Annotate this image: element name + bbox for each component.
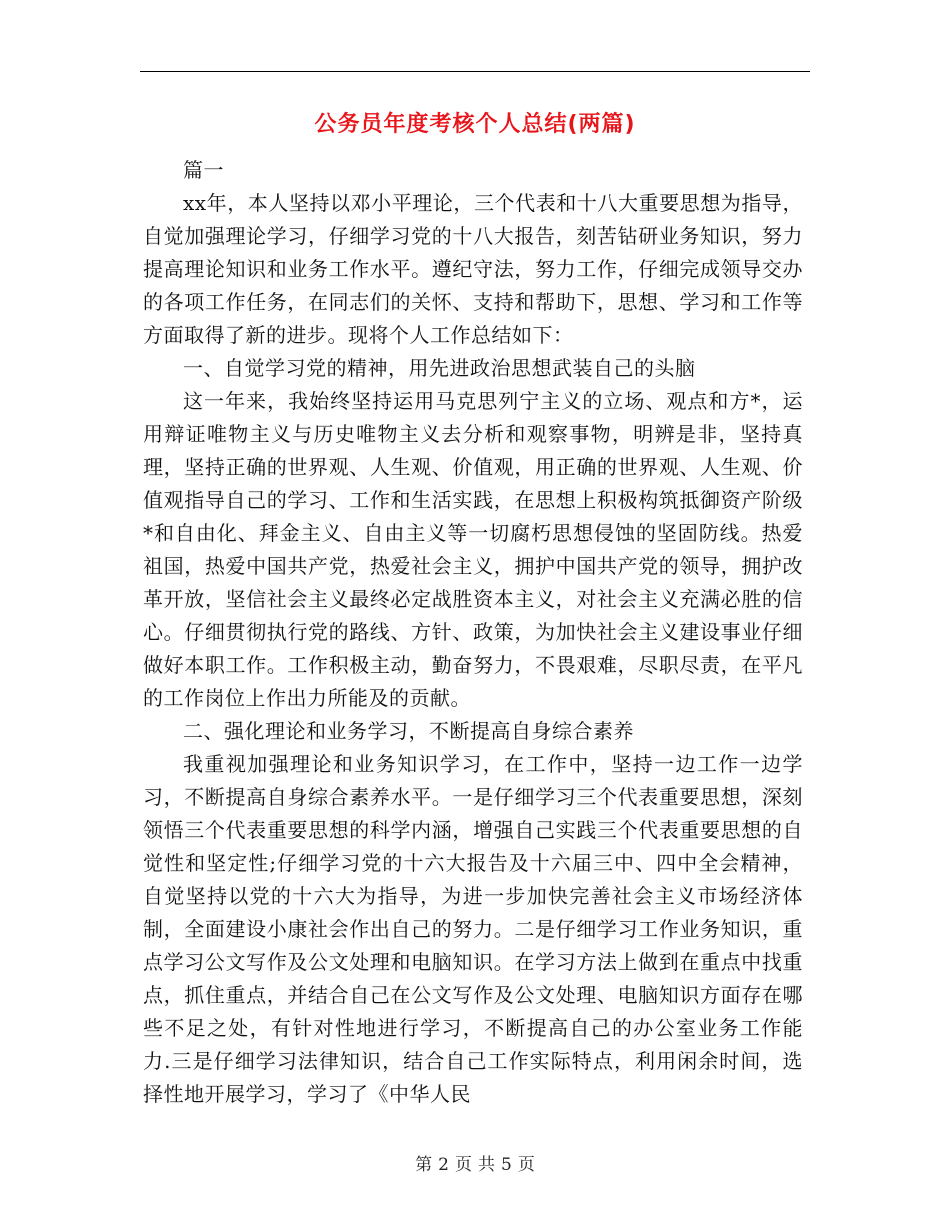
- footer-page-word: 页: [455, 1155, 472, 1175]
- section-label: 篇一: [183, 158, 224, 182]
- paragraph-political-thought: 这一年来，我始终坚持运用马克思列宁主义的立场、观点和方*，运用辩证唯物主义与历史唯物主义去分析和观察事物，明辨是非，坚持真理，坚持正确的世界观、人生观、价值观，用正确的世界观、人生观、价值观指导自己的学习、工作和生活实践，在思想上积极构筑抵御资产阶级*和自由化、拜金主义、自由主义等一切腐朽思想侵蚀的坚固防线。热爱祖国，热爱中国共产党，热爱社会主义，拥护中国共产党的领导，拥护改革开放，坚信社会主义最终必定战胜资本主义，对社会主义充满必胜的信心。仔细贯彻执行党的路线、方针、政策，为加快社会主义建设事业仔细做好本职工作。工作积极主动，勤奋努力，不畏艰难，尽职尽责，在平凡的工作岗位上作出力所能及的贡献。: [143, 389, 803, 710]
- total-page-count: 5: [501, 1155, 512, 1175]
- footer-suffix: 页: [517, 1155, 535, 1175]
- current-page-number: 2: [438, 1155, 449, 1175]
- page-footer: [0, 1154, 950, 1176]
- header-rule: [140, 71, 810, 72]
- intro-paragraph: xx年，本人坚持以邓小平理论，三个代表和十八大重要思想为指导，自觉加强理论学习，仔细学习党的十八大报告，刻苦钻研业务知识，努力提高理论知识和业务工作水平。遵纪守法，努力工作，仔细完成领导交办的各项工作任务，在同志们的关怀、支持和帮助下，思想、学习和工作等方面取得了新的进步。现将个人工作总结如下：: [143, 191, 803, 347]
- heading-two: 二、强化理论和业务学习，不断提高自身综合素养: [183, 719, 634, 743]
- paragraph-study: 我重视加强理论和业务知识学习，在工作中，坚持一边工作一边学习，不断提高自身综合素养水平。一是仔细学习三个代表重要思想，深刻领悟三个代表重要思想的科学内涵，增强自己实践三个代表重要思想的自觉性和坚定性;仔细学习党的十六大报告及十六届三中、四中全会精神，自觉坚持以党的十六大为指导，为进一步加快完善社会主义市场经济体制，全面建设小康社会作出自己的努力。二是仔细学习工作业务知识，重点学习公文写作及公文处理和电脑知识。在学习方法上做到在重点中找重点，抓住重点，并结合自己在公文写作及公文处理、电脑知识方面存在哪些不足之处，有针对性地进行学习，不断提高自己的办公室业务工作能力.三是仔细学习法律知识，结合自己工作实际特点，利用闲余时间，选择性地开展学习，学习了《中华人民: [143, 752, 803, 1106]
- document-title: 公务员年度考核个人总结(两篇): [314, 112, 636, 137]
- footer-prefix: 第: [415, 1155, 433, 1175]
- heading-one: 一、自觉学习党的精神，用先进政治思想武装自己的头脑: [183, 356, 696, 380]
- document-body: [143, 154, 803, 1111]
- footer-total-word: 共: [478, 1155, 495, 1175]
